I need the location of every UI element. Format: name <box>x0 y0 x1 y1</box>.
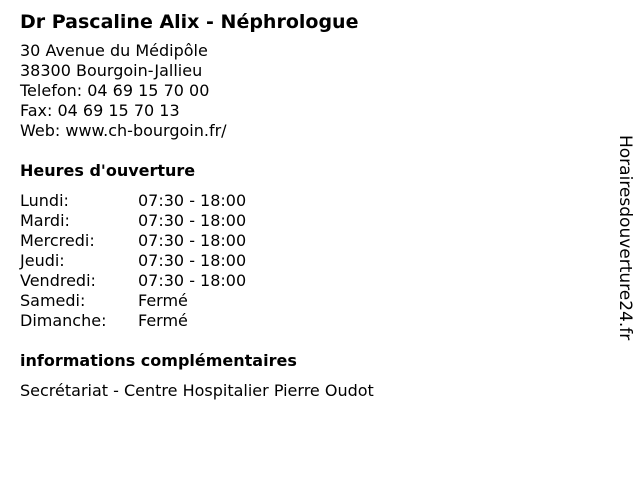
time-value: Fermé <box>138 291 188 310</box>
time-value: Fermé <box>138 311 188 330</box>
phone-number: Telefon: 04 69 15 70 00 <box>20 81 210 100</box>
day-label: Vendredi: <box>20 271 96 290</box>
street-address: 30 Avenue du Médipôle <box>20 41 208 60</box>
hours-row-sunday <box>20 311 600 331</box>
city-postal: 38300 Bourgoin-Jallieu <box>20 61 203 80</box>
time-value: 07:30 - 18:00 <box>138 191 247 210</box>
hours-row-monday <box>20 191 600 211</box>
additional-info-text: Secrétariat - Centre Hospitalier Pierre Oudot <box>20 381 374 400</box>
day-label: Mardi: <box>20 211 70 230</box>
time-value: 07:30 - 18:00 <box>138 211 247 230</box>
address-block <box>20 41 600 141</box>
fax-number: Fax: 04 69 15 70 13 <box>20 101 180 120</box>
time-value: 07:30 - 18:00 <box>138 231 247 250</box>
business-details <box>20 9 600 401</box>
hours-row-tuesday <box>20 211 600 231</box>
hours-row-thursday <box>20 251 600 271</box>
hours-row-wednesday <box>20 231 600 251</box>
additional-info-heading: informations complémentaires <box>20 351 297 370</box>
website: Web: www.ch-bourgoin.fr/ <box>20 121 227 140</box>
day-label: Lundi: <box>20 191 69 210</box>
day-label: Jeudi: <box>20 251 65 270</box>
time-value: 07:30 - 18:00 <box>138 271 247 290</box>
hours-row-saturday <box>20 291 600 311</box>
site-watermark: Horairesdouverture24.fr <box>615 135 635 341</box>
opening-hours-table <box>20 191 600 331</box>
day-label: Dimanche: <box>20 311 107 330</box>
hours-row-friday <box>20 271 600 291</box>
day-label: Samedi: <box>20 291 86 310</box>
page-title: Dr Pascaline Alix - Néphrologue <box>20 11 359 33</box>
opening-hours-heading: Heures d'ouverture <box>20 161 196 180</box>
day-label: Mercredi: <box>20 231 95 250</box>
time-value: 07:30 - 18:00 <box>138 251 247 270</box>
